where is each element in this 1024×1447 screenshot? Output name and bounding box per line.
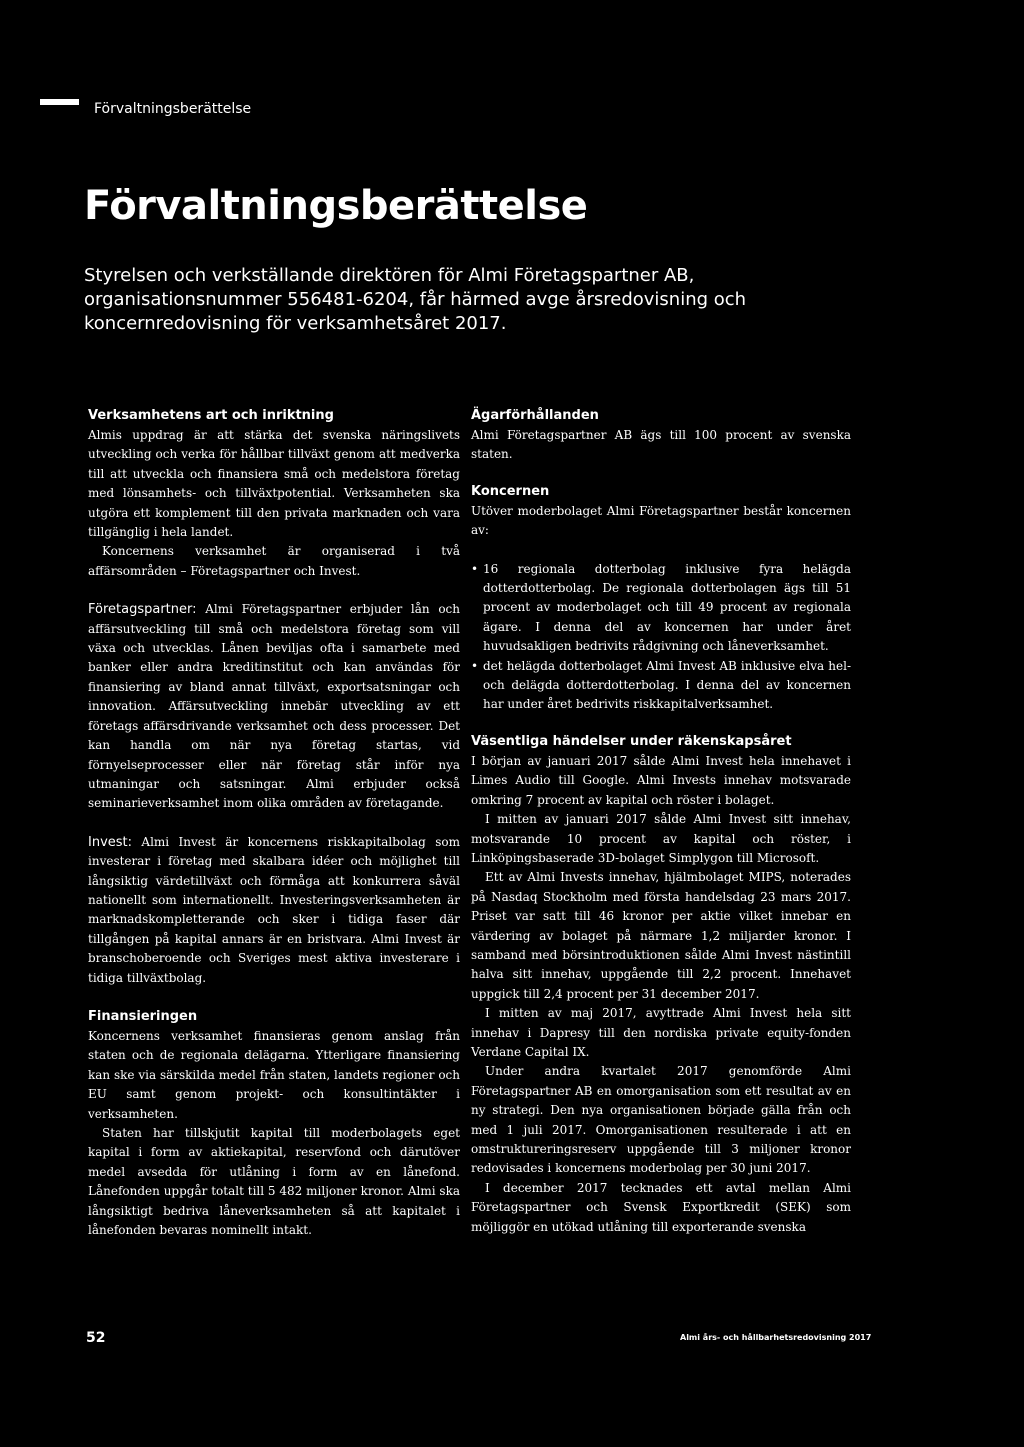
intro-paragraph: Styrelsen och verkställande direktören för Almi Företagspartner AB, organisationsnummer 556481-6204, får härmed avge årsredovisning och koncernredovisning för verksamhetsåret 2017. [84, 265, 747, 334]
paragraph-vasentliga-5: Under andra kvartalet 2017 genomförde Almi Företagspartner AB en omorganisation som ett resultat av en ny strategi. Den nya organisationen började gälla från och med 1 juli 2017. Omorganisationen resulterade i att en omstruktureringsreserv uppgående till 3 miljoner kronor redovisades i koncernens moderbolag per 30 juni 2017. [471, 1064, 851, 1176]
paragraph-verksamhet-2: Koncernens verksamhet är organiserad i två affärsområden – Företagspartner och Invest. [88, 544, 460, 578]
paragraph-finansieringen-2: Staten har tillskjutit kapital till moderbolagets eget kapital i form av aktiekapital, reservfond och därutöver medel avsedda för utlåning i form av en lånefond. Lånefonden uppgår totalt till 5 482 miljoner kronor. Almi ska långsiktigt bedriva låneverksamheten så att kapitalet i lånefonden bevaras nominellt intakt. [88, 1126, 460, 1238]
lead-foretagspartner: Företagspartner: [88, 602, 197, 618]
footer-report-title: Almi års- och hållbarhetsredovisning 2017 [680, 1333, 872, 1342]
bullet-icon: • [471, 561, 479, 576]
heading-finansieringen: Finansieringen [88, 1008, 198, 1024]
left-column [88, 406, 460, 1240]
paragraph-verksamhet-1: Almis uppdrag är att stärka det svenska näringslivets utveckling och verka för hållbar tillväxt genom att medverka till att utveckla och finansiera små och medelstora företag med lönsamhets- och tillväxtpotential. Verksamheten ska utgöra ett komplement till den privata marknaden och vara tillgänglig i hela landet. [88, 428, 460, 540]
page-title: Förvaltningsberättelse [84, 183, 588, 229]
heading-verksamhet: Verksamhetens art och inriktning [88, 408, 334, 423]
paragraph-vasentliga-1: I början av januari 2017 sålde Almi Invest hela innehavet i Limes Audio till Google. Almi Invests innehav motsvarade omkring 7 procent av kapital och röster i bolaget. [471, 753, 851, 807]
text-foretagspartner: Almi Företagspartner erbjuder lån och affärsutveckling till små och medelstora företag som vill växa och utvecklas. Lånen beviljas ofta i samarbete med banker eller andra kreditinstitut och kan användas för finansiering av bland annat tillväxt, exportsatsningar och innovation. Affärsutveckling innebär utveckling av ett företags affärsdrivande verksamhet och dess processer. Det kan handla om när nya företag startas, vid förnyelseprocesser eller när företag står inför nya utmaningar och satsningar. Almi erbjuder också seminarieverksamhet inom olika områden av företagande. [88, 602, 460, 811]
heading-agarforhallanden: Ägarförhållanden [471, 408, 599, 423]
bullet-icon: • [471, 658, 479, 673]
text-invest: Almi Invest är koncernens riskkapitalbolag som investerar i företag med skalbara idéer och möjlighet till långsiktig värdetillväxt och förmåga att konkurrera såväl nationellt som internationellt. Investeringsverksamheten är marknadskompletterande och sker i tidiga faser där tillgången på kapital annars är en bristvara. Almi Invest är branschoberoende och Sveriges mest aktiva investerare i tidiga tillväxtbolag. [88, 834, 460, 985]
paragraph-finansieringen-1: Koncernens verksamhet finansieras genom anslag från staten och de regionala delägarna. Ytterligare finansiering kan ske via särskilda medel från staten, landets regioner och EU samt genom projekt- och konsultintäkter i verksamheten. [88, 1028, 460, 1121]
paragraph-invest [88, 833, 460, 988]
paragraph-vasentliga-6: I december 2017 tecknades ett avtal mellan Almi Företagspartner och Svensk Exportkredit (SEK) som möjliggör en utökad utlåning till exporterande svenska [471, 1180, 851, 1234]
right-column [471, 406, 851, 1237]
page-number: 52 [86, 1330, 106, 1346]
paragraph-vasentliga-2: I mitten av januari 2017 sålde Almi Invest sitt innehav, motsvarande 10 procent av kapital och röster, i Linköpingsbaserade 3D-bolaget Simplygon till Microsoft. [471, 812, 851, 865]
paragraph-foretagspartner [88, 600, 460, 813]
paragraph-vasentliga-3: Ett av Almi Invests innehav, hjälmbolaget MIPS, noterades på Nasdaq Stockholm med första handelsdag 23 mars 2017. Priset var satt till 46 kronor per aktie vilket innebar en värdering av bolaget på närmare 1,2 miljarder kronor. I samband med börsintroduktionen sålde Almi Invest nästintill halva sitt innehav, uppgående till 2,2 procent. Innehavet uppgick till 2,4 procent per 31 december 2017. [471, 870, 851, 1001]
header-mark [40, 99, 79, 105]
paragraph-koncernen: Utöver moderbolaget Almi Företagspartner består koncernen av: [471, 503, 851, 538]
heading-vasentliga: Väsentliga händelser under räkenskapsåret [471, 733, 792, 749]
paragraph-agarforhallanden: Almi Företagspartner AB ägs till 100 procent av svenska staten. [471, 428, 851, 462]
heading-koncernen: Koncernen [471, 483, 550, 499]
list-item: • det helägda dotterbolaget Almi Invest AB inklusive elva hel- och delägda dotterdotterbolag. I denna del av koncernen har under året bedrivits riskkapitalverksamhet. [471, 658, 851, 712]
paragraph-vasentliga-4: I mitten av maj 2017, avyttrade Almi Invest hela sitt innehav i Dapresy till den nordiska private equity-fonden Verdane Capital IX. [471, 1006, 851, 1059]
list-item: • 16 regionala dotterbolag inklusive fyra helägda dotterdotterbolag. De regionala dotterbolagen ägs till 51 procent av moderbolaget och till 49 procent av regionala ägare. I denna del av koncernen har under året huvudsakligen bedrivits rådgivning och låneverksamhet. [471, 561, 851, 654]
running-head: Förvaltningsberättelse [94, 101, 252, 117]
koncernen-bullet-list [471, 560, 851, 715]
lead-invest: Invest: [88, 834, 133, 850]
